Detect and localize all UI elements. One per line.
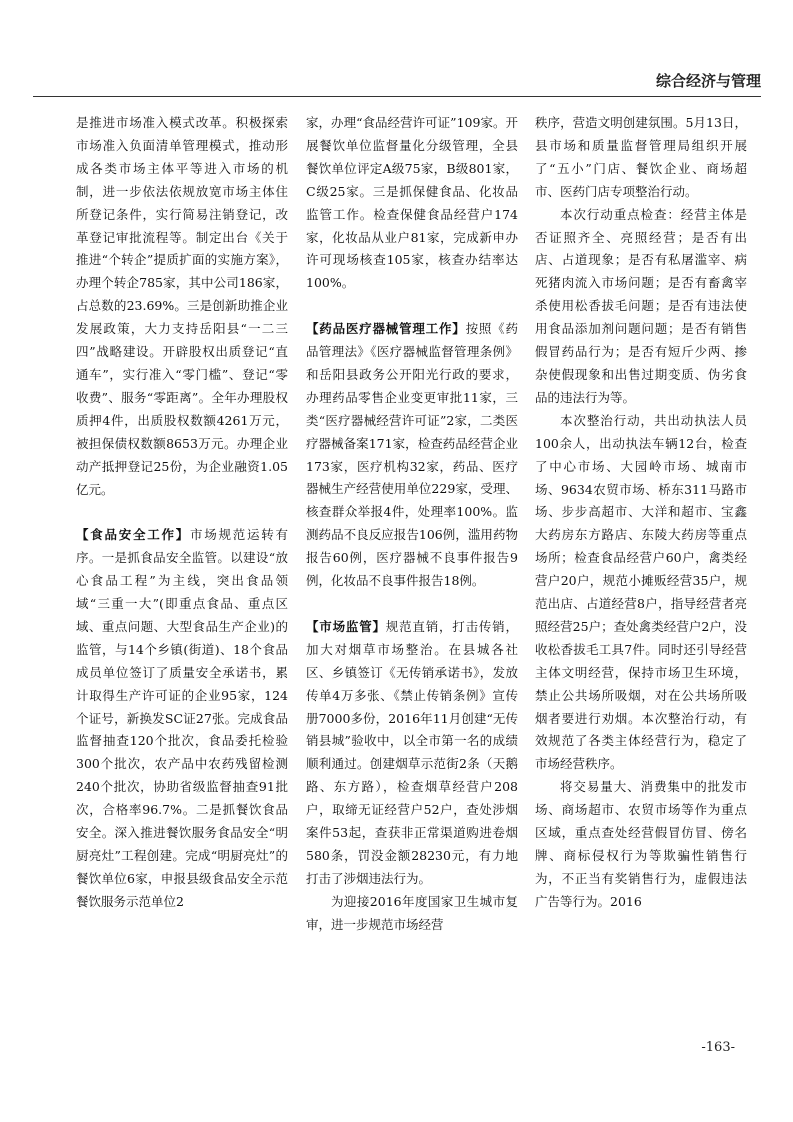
paragraph: 是推进市场准入模式改革。积极探索市场准入负面清单管理模式，推动形成各类市场主体平等进入市场的机制，进一步依法依规放宽市场主体住所登记条件，实行简易注销登记，改革登记审批流程等。制定出台《关于推进“个转企”提质扩面的实施方案》，办理个转企785家，其中公司186家，占总数的23.69%。三是创新助推企业发展政策，大力支持岳阳县“一二三四”战略建设。开辟股权出质登记“直通车”，实行准入“零门槛”、登记“零收费”、服务“零距离”。全年办理股权质押4件，出质股权数额4261万元，被担保债权数额8653万元。办理企业动产抵押登记25份，为企业融资1.05亿元。	[76, 115, 288, 497]
section-body: 按照《药品管理法》《医疗器械监督管理条例》和岳阳县政务公开阳光行政的要求，办理药品零售企业变更审批11家，三类“医疗器械经营许可证”2家，二类医疗器械备案171家，检查药品经营企业173家，医疗机构32家，药品、医疗器械生产经营使用单位229家，受理、核查群众举报4件，处理率100%。监测药品不良反应报告106例，滥用药物报告60例，医疗器械不良事件报告9例，化妆品不良事件报告18例。	[306, 321, 518, 589]
paragraph: 为迎接2016年度国家卫生城市复审，进一步规范市场经营	[306, 893, 518, 932]
text-column-2	[306, 112, 518, 1052]
section-heading: 【食品安全工作】	[76, 527, 190, 543]
paragraph: 家，办理“食品经营许可证”109家。开展餐饮单位监督量化分级管理，全县餐饮单位评定A级75家，B级801家，C级25家。三是抓保健食品、化妆品监管工作。检查保健食品经营户174家，化妆品从业户81家，完成新申办许可现场核查105家，核查办结率达100%。	[306, 115, 518, 291]
header-divider	[33, 96, 761, 97]
text-column-3	[535, 112, 747, 1052]
paragraph: 本次行动重点检查：经营主体是否证照齐全、亮照经营；是否有出店、占道现象；是否有私屠滥宰、病死猪肉流入市场问题；是否有畜禽宰杀使用松香拔毛问题；是否有违法使用食品添加剂问题问题；是否有销售假冒药品行为；是否有短斤少两、掺杂使假现象和出售过期变质、伪劣食品的违法行为等。	[535, 206, 747, 405]
section-heading: 【药品医疗器械管理工作】	[306, 321, 466, 337]
paragraph: 本次整治行动，共出动执法人员100余人，出动执法车辆12台，检查了中心市场、大园岭市场、城南市场、9634农贸市场、桥东311马路市场、步步高超市、大洋和超市、宝鑫大药房东方路店、东陵大药房等重点场所；检查食品经营户60户，禽类经营户20户，规范小摊贩经营35户，规范出店、占道经营8户，指导经营者亮照经营25户；查处禽类经营户2户，没收松香拔毛工具7件。同时还引导经营主体文明经营，保持市场卫生环境，禁止公共场所吸烟，对在公共场所吸烟者要进行劝烟。本次整治行动，有效规范了各类主体经营行为，稳定了市场经营秩序。	[535, 412, 747, 772]
section-title: 综合经济与管理	[655, 72, 761, 90]
section-body: 市场规范运转有序。一是抓食品安全监管。以建设“放心食品工程”为主线，突出食品领域“三重一大”(即重点食品、重点区域、重点问题、大型食品生产企业)的监管，与14个乡镇(街道)、18个食品成员单位签订了质量安全承诺书，累计取得生产许可证的企业95家，124个证号，新换发SC证27张。完成食品监督抽查120个批次，食品委托检验300个批次，农产品中农药残留检测240个批次，协助省级监督抽查91批次，合格率96.7%。二是抓餐饮食品安全。深入推进餐饮服务食品安全“明厨亮灶”工程创建。完成“明厨亮灶”的餐饮单位6家，申报县级食品安全示范餐饮服务示范单位2	[76, 527, 288, 909]
section-body: 规范直销，打击传销，加大对烟草市场整治。在县城各社区、乡镇签订《无传销承诺书》，发放传单4万多张、《禁止传销条例》宣传册7000多份，2016年11月创建“无传销县城”验收中，以全市第一名的成绩顺利通过。创建烟草示范街2条（天鹅路、东方路），检查烟草经营户208户，取缔无证经营户52户，查处涉烟案件53起，查获非正常渠道购进卷烟580条，罚没金额28230元，有力地打击了涉烟违法行为。	[306, 618, 518, 886]
text-column-1	[76, 112, 288, 1052]
section-food-safety	[76, 524, 288, 913]
paragraph: 将交易量大、消费集中的批发市场、商场超市、农贸市场等作为重点区域，重点查处经营假冒仿冒、傍名牌、商标侵权行为等欺骗性销售行为，不正当有奖销售行为，虚假违法广告等行为。2016	[535, 779, 747, 909]
page-number: -163-	[701, 1040, 735, 1055]
paragraph: 秩序，营造文明创建氛围。5月13日，县市场和质量监督管理局组织开展了“五小”门店、餐饮企业、商场超市、医药门店专项整治行动。	[535, 115, 747, 199]
section-heading: 【市场监管】	[306, 618, 386, 634]
section-drug-device	[306, 318, 518, 593]
section-market-supervision	[306, 616, 518, 891]
